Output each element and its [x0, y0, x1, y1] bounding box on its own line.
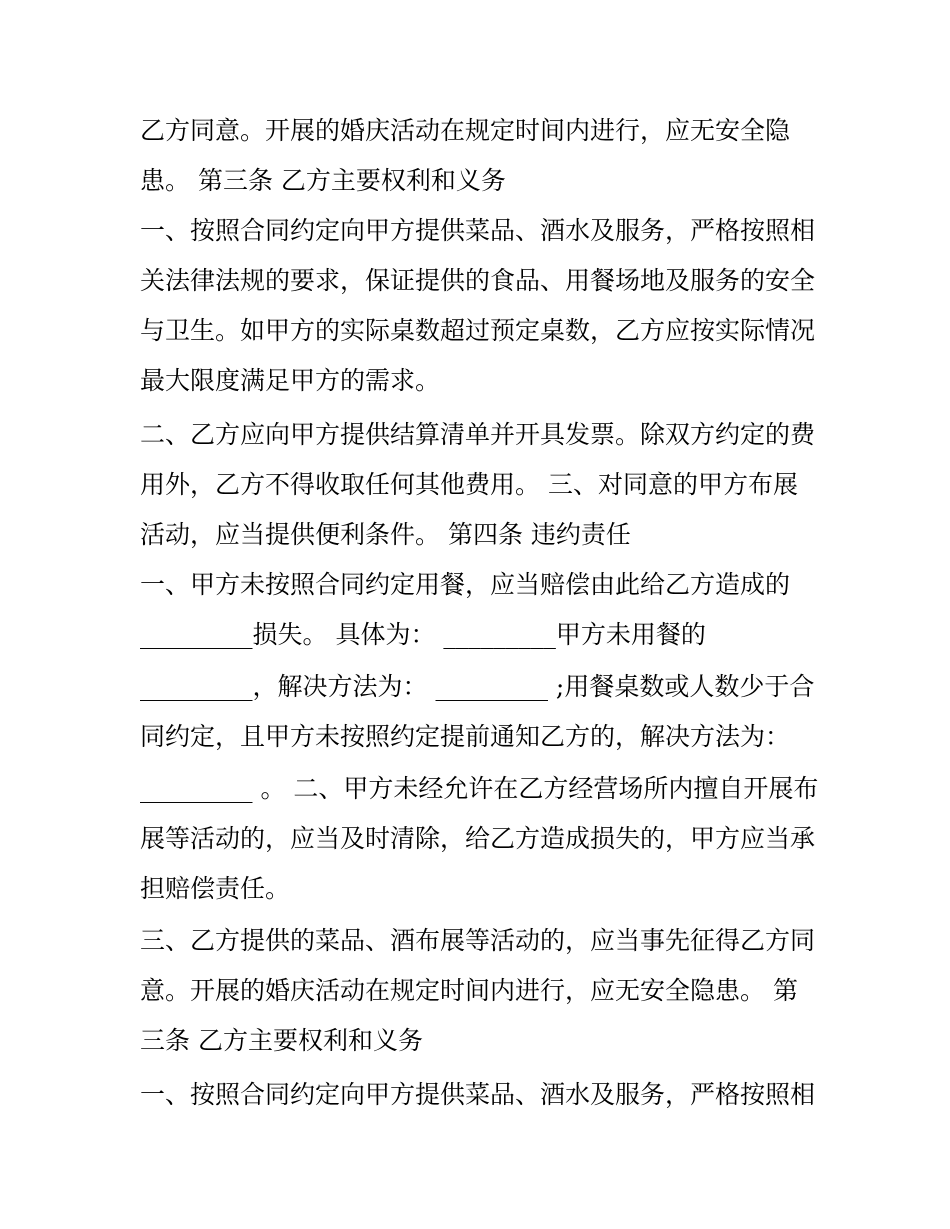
text-line: 一、按照合同约定向甲方提供菜品、酒水及服务，严格按照相: [140, 1080, 816, 1109]
text-line: 展等活动的，应当及时清除，给乙方造成损失的，甲方应当承: [140, 824, 816, 853]
text-line: 意。开展的婚庆活动在规定时间内进行，应无安全隐患。 第: [140, 976, 798, 1005]
text-line: 担赔偿责任。: [140, 874, 291, 903]
text-line: 二、乙方应向甲方提供结算清单并开具发票。除双方约定的费: [140, 420, 816, 449]
text-line: _________损失。 具体为： _________甲方未用餐的: [140, 620, 706, 649]
text-line: 一、按照合同约定向甲方提供菜品、酒水及服务，严格按照相: [140, 216, 816, 245]
text-line: _________ 。 二、甲方未经允许在乙方经营场所内擅自开展布: [140, 774, 819, 803]
text-line: 患。 第三条 乙方主要权利和义务: [140, 166, 506, 195]
text-line: 三条 乙方主要权利和义务: [140, 1026, 423, 1055]
text-line: 关法律法规的要求，保证提供的食品、用餐场地及服务的安全: [140, 266, 816, 295]
text-line: 乙方同意。开展的婚庆活动在规定时间内进行，应无安全隐: [140, 116, 791, 145]
text-line: 最大限度满足甲方的需求。: [140, 366, 441, 395]
text-line: _________，解决方法为： _________ ;用餐桌数或人数少于合: [140, 672, 815, 701]
text-line: 活动，应当提供便利条件。 第四条 违约责任: [140, 520, 631, 549]
text-line: 用外，乙方不得收取任何其他费用。 三、对同意的甲方布展: [140, 470, 798, 499]
text-line: 三、乙方提供的菜品、酒布展等活动的，应当事先征得乙方同: [140, 926, 816, 955]
text-line: 一、甲方未按照合同约定用餐，应当赔偿由此给乙方造成的: [140, 570, 791, 599]
text-line: 同约定，且甲方未按照约定提前通知乙方的，解决方法为：: [140, 722, 791, 751]
text-line: 与卫生。如甲方的实际桌数超过预定桌数，乙方应按实际情况: [140, 316, 816, 345]
